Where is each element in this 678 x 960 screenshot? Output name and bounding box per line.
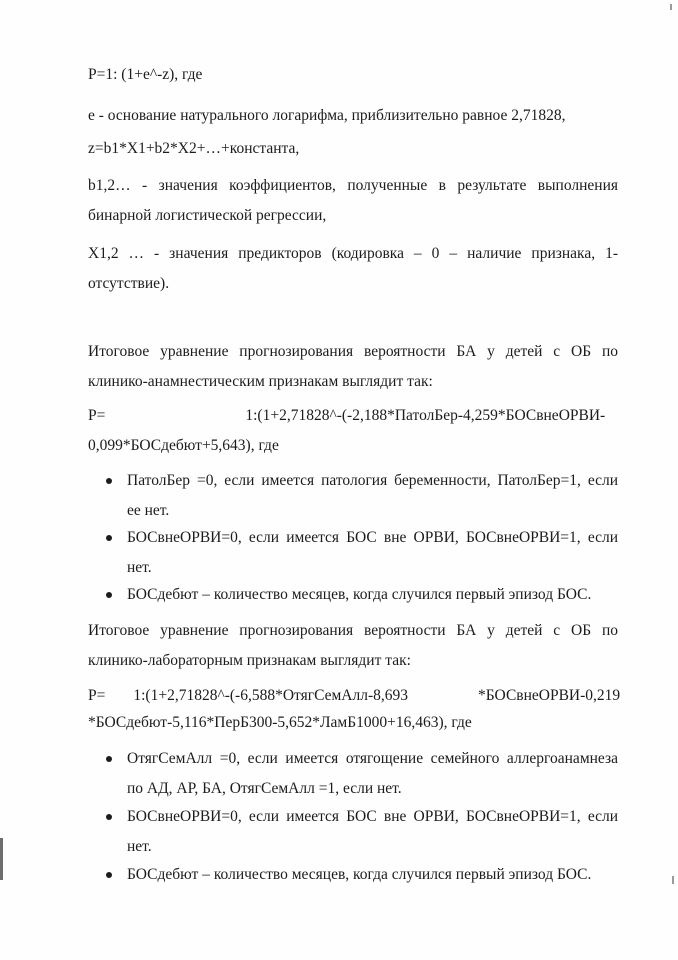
laboratory-equation-line2: *БОСдебют-5,116*ПерБ300-5,652*ЛамБ1000+16,463), где	[88, 714, 472, 731]
clinical-equation-body: 1:(1+2,71828^-(-2,188*ПатолБер-4,259*БОСвнеОРВИ-	[245, 407, 606, 424]
probability-formula: P=1: (1+e^-z), где	[88, 66, 203, 83]
e-definition: e - основание натурального логарифма, приблизительно равное 2,71828,	[88, 107, 566, 124]
bullet-icon	[106, 535, 112, 541]
clinical-equation-line1	[88, 400, 618, 432]
bullet-icon	[106, 756, 112, 762]
clinical-bullet-3-line1: БОСдебют – количество месяцев, когда случился первый эпизод БОС.	[127, 586, 592, 603]
x-definition-line1: X1,2 … - значения предикторов (кодировка – 0 – наличие признака, 1-	[88, 245, 618, 262]
laboratory-bullet-1-line2: по АД, АР, БА, ОтягСемАлл =1, если нет.	[127, 780, 402, 797]
bullet-icon	[106, 814, 112, 820]
z-definition: z=b1*X1+b2*X2+…+константа,	[88, 140, 300, 157]
laboratory-equation-body-a: 1:(1+2,71828^-(-6,588*ОтягСемАлл-8,693	[133, 687, 409, 704]
clinical-equation-line2: 0,099*БОСдебют+5,643), где	[88, 437, 279, 454]
laboratory-bullet-2-line2: нет.	[127, 838, 152, 855]
x-definition-line2: отсутствие).	[88, 275, 170, 292]
bullet-icon	[106, 592, 112, 598]
clinical-equation-p: P=	[88, 407, 106, 424]
laboratory-heading-line2: клинико-лабораторным признакам выглядит так:	[88, 652, 411, 669]
laboratory-bullet-3-line1: БОСдебют – количество месяцев, когда случился первый эпизод БОС.	[127, 866, 592, 883]
laboratory-equation-body-b: *БОСвнеОРВИ-0,219	[478, 687, 621, 704]
scan-speck	[672, 876, 674, 884]
b-definition-line2: бинарной логистической регрессии,	[88, 207, 327, 224]
bullet-icon	[106, 872, 112, 878]
scan-edge-mark	[0, 838, 3, 880]
clinical-bullet-2-line2: нет.	[127, 559, 152, 576]
bullet-icon	[106, 478, 112, 484]
clinical-heading-line2: клинико-анамнестическим признакам выглядит так:	[88, 373, 433, 390]
laboratory-bullet-1-line1: ОтягСемАлл =0, если имеется отягощение семейного аллергоанамнеза	[127, 750, 618, 767]
laboratory-bullet-2-line1: БОСвнеОРВИ=0, если имеется БОС вне ОРВИ, БОСвнеОРВИ=1, если	[127, 808, 618, 825]
laboratory-equation-p: P=	[88, 687, 106, 704]
clinical-bullet-1-line2: ее нет.	[127, 502, 170, 519]
laboratory-heading-line1: Итоговое уравнение прогнозирования вероятности БА у детей с ОБ по	[88, 622, 618, 639]
clinical-bullet-1-line1: ПатолБер =0, если имеется патология беременности, ПатолБер=1, если	[127, 472, 618, 489]
scan-speck	[670, 4, 672, 10]
clinical-bullet-2-line1: БОСвнеОРВИ=0, если имеется БОС вне ОРВИ, БОСвнеОРВИ=1, если	[127, 529, 618, 546]
clinical-heading-line1: Итоговое уравнение прогнозирования вероятности БА у детей с ОБ по	[88, 343, 618, 360]
b-definition-line1: b1,2… - значения коэффициентов, полученные в результате выполнения	[88, 177, 618, 194]
